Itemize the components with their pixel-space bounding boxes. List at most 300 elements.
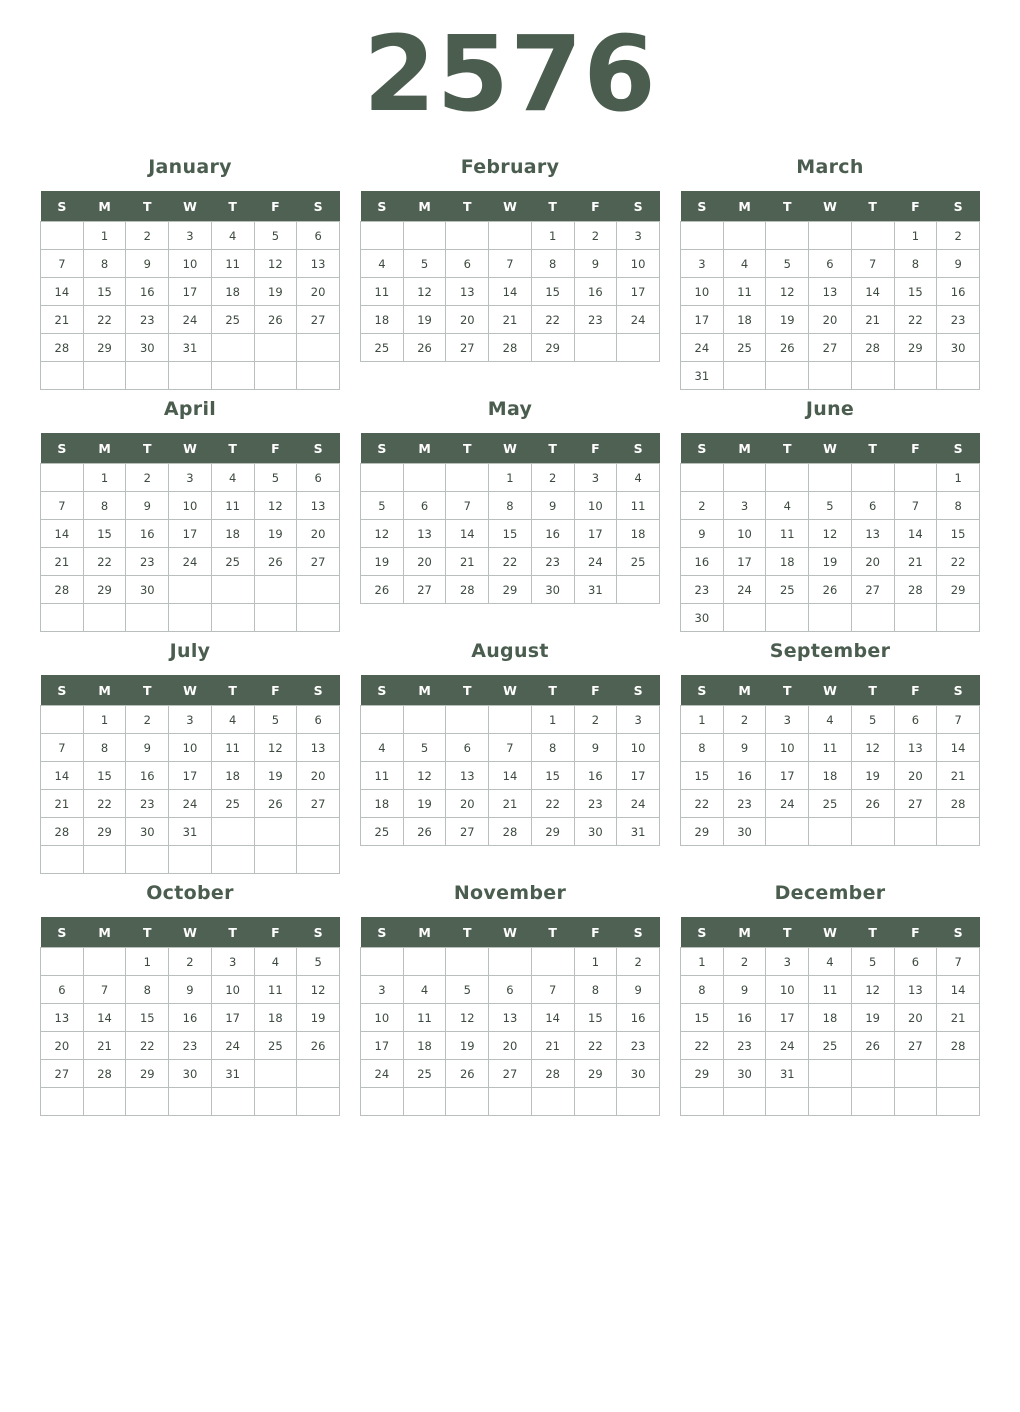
day-cell[interactable]: 25 (211, 790, 254, 818)
day-cell[interactable]: 19 (403, 306, 446, 334)
day-cell[interactable]: 10 (681, 278, 724, 306)
day-cell[interactable]: 25 (809, 790, 852, 818)
day-cell[interactable]: 4 (361, 734, 404, 762)
day-cell[interactable]: 4 (766, 492, 809, 520)
day-cell[interactable]: 19 (809, 548, 852, 576)
day-cell[interactable]: 20 (403, 548, 446, 576)
day-cell[interactable]: 19 (361, 548, 404, 576)
day-cell[interactable]: 27 (894, 790, 937, 818)
day-cell[interactable]: 3 (169, 706, 212, 734)
day-cell[interactable]: 23 (574, 306, 617, 334)
day-cell[interactable]: 4 (617, 464, 660, 492)
day-cell[interactable]: 21 (41, 790, 84, 818)
day-cell[interactable]: 10 (169, 734, 212, 762)
day-cell[interactable]: 26 (851, 790, 894, 818)
day-cell[interactable]: 9 (574, 250, 617, 278)
day-cell[interactable]: 26 (809, 576, 852, 604)
day-cell[interactable]: 23 (574, 790, 617, 818)
day-cell[interactable]: 11 (361, 278, 404, 306)
day-cell[interactable]: 7 (41, 492, 84, 520)
day-cell[interactable]: 13 (446, 762, 489, 790)
day-cell[interactable]: 15 (489, 520, 532, 548)
day-cell[interactable]: 19 (851, 762, 894, 790)
day-cell[interactable]: 30 (169, 1060, 212, 1088)
day-cell[interactable]: 12 (361, 520, 404, 548)
day-cell[interactable]: 7 (489, 250, 532, 278)
day-cell[interactable]: 10 (169, 250, 212, 278)
day-cell[interactable]: 16 (126, 278, 169, 306)
day-cell[interactable]: 31 (574, 576, 617, 604)
day-cell[interactable]: 7 (41, 250, 84, 278)
day-cell[interactable]: 3 (361, 976, 404, 1004)
day-cell[interactable]: 4 (211, 706, 254, 734)
day-cell[interactable]: 19 (403, 790, 446, 818)
day-cell[interactable]: 26 (403, 818, 446, 846)
day-cell[interactable]: 2 (681, 492, 724, 520)
day-cell[interactable]: 28 (83, 1060, 126, 1088)
day-cell[interactable]: 8 (489, 492, 532, 520)
day-cell[interactable]: 11 (403, 1004, 446, 1032)
day-cell[interactable]: 15 (531, 762, 574, 790)
day-cell[interactable]: 14 (851, 278, 894, 306)
day-cell[interactable]: 14 (937, 734, 980, 762)
day-cell[interactable]: 28 (446, 576, 489, 604)
day-cell[interactable]: 23 (723, 1032, 766, 1060)
day-cell[interactable]: 17 (169, 762, 212, 790)
day-cell[interactable]: 30 (126, 576, 169, 604)
day-cell[interactable]: 28 (489, 334, 532, 362)
day-cell[interactable]: 31 (169, 818, 212, 846)
day-cell[interactable]: 12 (254, 492, 297, 520)
day-cell[interactable]: 17 (723, 548, 766, 576)
day-cell[interactable]: 16 (723, 1004, 766, 1032)
day-cell[interactable]: 4 (403, 976, 446, 1004)
day-cell[interactable]: 2 (723, 706, 766, 734)
day-cell[interactable]: 31 (169, 334, 212, 362)
day-cell[interactable]: 3 (681, 250, 724, 278)
day-cell[interactable]: 27 (297, 790, 340, 818)
day-cell[interactable]: 19 (766, 306, 809, 334)
day-cell[interactable]: 6 (851, 492, 894, 520)
day-cell[interactable]: 23 (169, 1032, 212, 1060)
day-cell[interactable]: 21 (937, 762, 980, 790)
day-cell[interactable]: 25 (361, 334, 404, 362)
day-cell[interactable]: 27 (446, 818, 489, 846)
day-cell[interactable]: 3 (617, 222, 660, 250)
day-cell[interactable]: 17 (766, 1004, 809, 1032)
day-cell[interactable]: 22 (83, 790, 126, 818)
day-cell[interactable]: 22 (574, 1032, 617, 1060)
day-cell[interactable]: 18 (361, 306, 404, 334)
day-cell[interactable]: 18 (617, 520, 660, 548)
day-cell[interactable]: 17 (574, 520, 617, 548)
day-cell[interactable]: 29 (681, 818, 724, 846)
day-cell[interactable]: 16 (937, 278, 980, 306)
day-cell[interactable]: 24 (211, 1032, 254, 1060)
day-cell[interactable]: 27 (446, 334, 489, 362)
day-cell[interactable]: 18 (809, 762, 852, 790)
day-cell[interactable]: 9 (574, 734, 617, 762)
day-cell[interactable]: 16 (169, 1004, 212, 1032)
day-cell[interactable]: 18 (211, 520, 254, 548)
day-cell[interactable]: 10 (723, 520, 766, 548)
day-cell[interactable]: 15 (531, 278, 574, 306)
day-cell[interactable]: 2 (937, 222, 980, 250)
day-cell[interactable]: 6 (894, 948, 937, 976)
day-cell[interactable]: 29 (126, 1060, 169, 1088)
day-cell[interactable]: 26 (254, 790, 297, 818)
day-cell[interactable]: 11 (211, 734, 254, 762)
day-cell[interactable]: 25 (211, 548, 254, 576)
day-cell[interactable]: 11 (809, 734, 852, 762)
day-cell[interactable]: 21 (894, 548, 937, 576)
day-cell[interactable]: 29 (489, 576, 532, 604)
day-cell[interactable]: 30 (617, 1060, 660, 1088)
day-cell[interactable]: 5 (809, 492, 852, 520)
day-cell[interactable]: 11 (361, 762, 404, 790)
day-cell[interactable]: 23 (126, 548, 169, 576)
day-cell[interactable]: 24 (766, 1032, 809, 1060)
day-cell[interactable]: 5 (254, 706, 297, 734)
day-cell[interactable]: 2 (531, 464, 574, 492)
day-cell[interactable]: 22 (894, 306, 937, 334)
day-cell[interactable]: 19 (254, 520, 297, 548)
day-cell[interactable]: 7 (41, 734, 84, 762)
day-cell[interactable]: 12 (851, 976, 894, 1004)
day-cell[interactable]: 24 (617, 790, 660, 818)
day-cell[interactable]: 9 (169, 976, 212, 1004)
day-cell[interactable]: 29 (83, 818, 126, 846)
day-cell[interactable]: 20 (297, 278, 340, 306)
day-cell[interactable]: 9 (126, 250, 169, 278)
day-cell[interactable]: 20 (297, 762, 340, 790)
day-cell[interactable]: 13 (894, 734, 937, 762)
day-cell[interactable]: 24 (169, 548, 212, 576)
day-cell[interactable]: 25 (723, 334, 766, 362)
day-cell[interactable]: 25 (254, 1032, 297, 1060)
day-cell[interactable]: 16 (574, 762, 617, 790)
day-cell[interactable]: 13 (403, 520, 446, 548)
day-cell[interactable]: 30 (937, 334, 980, 362)
day-cell[interactable]: 28 (531, 1060, 574, 1088)
day-cell[interactable]: 13 (809, 278, 852, 306)
day-cell[interactable]: 18 (723, 306, 766, 334)
day-cell[interactable]: 16 (531, 520, 574, 548)
day-cell[interactable]: 18 (403, 1032, 446, 1060)
day-cell[interactable]: 14 (446, 520, 489, 548)
day-cell[interactable]: 22 (126, 1032, 169, 1060)
day-cell[interactable]: 1 (83, 706, 126, 734)
day-cell[interactable]: 12 (851, 734, 894, 762)
day-cell[interactable]: 15 (126, 1004, 169, 1032)
day-cell[interactable]: 18 (211, 278, 254, 306)
day-cell[interactable]: 9 (723, 976, 766, 1004)
day-cell[interactable]: 30 (126, 334, 169, 362)
day-cell[interactable]: 19 (446, 1032, 489, 1060)
day-cell[interactable]: 29 (937, 576, 980, 604)
day-cell[interactable]: 28 (41, 818, 84, 846)
day-cell[interactable]: 6 (446, 734, 489, 762)
day-cell[interactable]: 10 (574, 492, 617, 520)
day-cell[interactable]: 12 (297, 976, 340, 1004)
day-cell[interactable]: 2 (574, 706, 617, 734)
day-cell[interactable]: 8 (83, 492, 126, 520)
day-cell[interactable]: 29 (531, 818, 574, 846)
day-cell[interactable]: 26 (766, 334, 809, 362)
day-cell[interactable]: 2 (126, 706, 169, 734)
day-cell[interactable]: 2 (574, 222, 617, 250)
day-cell[interactable]: 6 (894, 706, 937, 734)
day-cell[interactable]: 17 (681, 306, 724, 334)
day-cell[interactable]: 22 (83, 548, 126, 576)
day-cell[interactable]: 19 (851, 1004, 894, 1032)
day-cell[interactable]: 16 (681, 548, 724, 576)
day-cell[interactable]: 24 (766, 790, 809, 818)
day-cell[interactable]: 8 (531, 734, 574, 762)
day-cell[interactable]: 26 (361, 576, 404, 604)
day-cell[interactable]: 24 (681, 334, 724, 362)
day-cell[interactable]: 14 (41, 762, 84, 790)
day-cell[interactable]: 22 (681, 790, 724, 818)
day-cell[interactable]: 26 (851, 1032, 894, 1060)
day-cell[interactable]: 6 (297, 706, 340, 734)
day-cell[interactable]: 10 (169, 492, 212, 520)
day-cell[interactable]: 29 (83, 334, 126, 362)
day-cell[interactable]: 8 (937, 492, 980, 520)
day-cell[interactable]: 8 (894, 250, 937, 278)
day-cell[interactable]: 17 (169, 278, 212, 306)
day-cell[interactable]: 13 (297, 492, 340, 520)
day-cell[interactable]: 30 (531, 576, 574, 604)
day-cell[interactable]: 15 (83, 278, 126, 306)
day-cell[interactable]: 30 (723, 1060, 766, 1088)
day-cell[interactable]: 2 (169, 948, 212, 976)
day-cell[interactable]: 25 (809, 1032, 852, 1060)
day-cell[interactable]: 9 (937, 250, 980, 278)
day-cell[interactable]: 18 (361, 790, 404, 818)
day-cell[interactable]: 12 (254, 734, 297, 762)
day-cell[interactable]: 24 (574, 548, 617, 576)
day-cell[interactable]: 14 (489, 278, 532, 306)
day-cell[interactable]: 29 (574, 1060, 617, 1088)
day-cell[interactable]: 7 (937, 706, 980, 734)
day-cell[interactable]: 29 (894, 334, 937, 362)
day-cell[interactable]: 5 (403, 734, 446, 762)
day-cell[interactable]: 7 (489, 734, 532, 762)
day-cell[interactable]: 4 (254, 948, 297, 976)
day-cell[interactable]: 14 (894, 520, 937, 548)
day-cell[interactable]: 25 (766, 576, 809, 604)
day-cell[interactable]: 28 (41, 576, 84, 604)
day-cell[interactable]: 30 (681, 604, 724, 632)
day-cell[interactable]: 10 (617, 250, 660, 278)
day-cell[interactable]: 21 (937, 1004, 980, 1032)
day-cell[interactable]: 12 (766, 278, 809, 306)
day-cell[interactable]: 21 (531, 1032, 574, 1060)
day-cell[interactable]: 30 (126, 818, 169, 846)
day-cell[interactable]: 12 (403, 278, 446, 306)
day-cell[interactable]: 1 (531, 222, 574, 250)
day-cell[interactable]: 9 (531, 492, 574, 520)
day-cell[interactable]: 17 (617, 278, 660, 306)
day-cell[interactable]: 10 (766, 734, 809, 762)
day-cell[interactable]: 28 (937, 790, 980, 818)
day-cell[interactable]: 4 (723, 250, 766, 278)
day-cell[interactable]: 28 (937, 1032, 980, 1060)
day-cell[interactable]: 20 (446, 306, 489, 334)
day-cell[interactable]: 13 (41, 1004, 84, 1032)
day-cell[interactable]: 17 (766, 762, 809, 790)
day-cell[interactable]: 5 (361, 492, 404, 520)
day-cell[interactable]: 20 (446, 790, 489, 818)
day-cell[interactable]: 24 (723, 576, 766, 604)
day-cell[interactable]: 5 (297, 948, 340, 976)
day-cell[interactable]: 18 (254, 1004, 297, 1032)
day-cell[interactable]: 21 (41, 548, 84, 576)
day-cell[interactable]: 23 (126, 306, 169, 334)
day-cell[interactable]: 21 (489, 790, 532, 818)
day-cell[interactable]: 12 (809, 520, 852, 548)
day-cell[interactable]: 24 (617, 306, 660, 334)
day-cell[interactable]: 24 (169, 306, 212, 334)
day-cell[interactable]: 11 (211, 250, 254, 278)
day-cell[interactable]: 13 (851, 520, 894, 548)
day-cell[interactable]: 23 (937, 306, 980, 334)
day-cell[interactable]: 18 (809, 1004, 852, 1032)
day-cell[interactable]: 27 (851, 576, 894, 604)
day-cell[interactable]: 4 (211, 464, 254, 492)
day-cell[interactable]: 27 (41, 1060, 84, 1088)
day-cell[interactable]: 9 (617, 976, 660, 1004)
day-cell[interactable]: 19 (297, 1004, 340, 1032)
day-cell[interactable]: 21 (489, 306, 532, 334)
day-cell[interactable]: 16 (126, 762, 169, 790)
day-cell[interactable]: 14 (937, 976, 980, 1004)
day-cell[interactable]: 17 (211, 1004, 254, 1032)
day-cell[interactable]: 29 (531, 334, 574, 362)
day-cell[interactable]: 16 (723, 762, 766, 790)
day-cell[interactable]: 14 (41, 520, 84, 548)
day-cell[interactable]: 20 (41, 1032, 84, 1060)
day-cell[interactable]: 12 (446, 1004, 489, 1032)
day-cell[interactable]: 8 (531, 250, 574, 278)
day-cell[interactable]: 3 (617, 706, 660, 734)
day-cell[interactable]: 1 (681, 706, 724, 734)
day-cell[interactable]: 10 (617, 734, 660, 762)
day-cell[interactable]: 3 (169, 222, 212, 250)
day-cell[interactable]: 20 (489, 1032, 532, 1060)
day-cell[interactable]: 18 (211, 762, 254, 790)
day-cell[interactable]: 5 (851, 948, 894, 976)
day-cell[interactable]: 31 (681, 362, 724, 390)
day-cell[interactable]: 13 (297, 734, 340, 762)
day-cell[interactable]: 23 (126, 790, 169, 818)
day-cell[interactable]: 20 (809, 306, 852, 334)
day-cell[interactable]: 20 (894, 1004, 937, 1032)
day-cell[interactable]: 22 (489, 548, 532, 576)
day-cell[interactable]: 12 (403, 762, 446, 790)
day-cell[interactable]: 26 (297, 1032, 340, 1060)
day-cell[interactable]: 13 (297, 250, 340, 278)
day-cell[interactable]: 1 (83, 464, 126, 492)
day-cell[interactable]: 15 (83, 520, 126, 548)
day-cell[interactable]: 5 (766, 250, 809, 278)
day-cell[interactable]: 17 (617, 762, 660, 790)
day-cell[interactable]: 4 (211, 222, 254, 250)
day-cell[interactable]: 28 (489, 818, 532, 846)
day-cell[interactable]: 27 (809, 334, 852, 362)
day-cell[interactable]: 6 (41, 976, 84, 1004)
day-cell[interactable]: 4 (809, 948, 852, 976)
day-cell[interactable]: 8 (83, 734, 126, 762)
day-cell[interactable]: 21 (41, 306, 84, 334)
day-cell[interactable]: 7 (894, 492, 937, 520)
day-cell[interactable]: 20 (297, 520, 340, 548)
day-cell[interactable]: 1 (937, 464, 980, 492)
day-cell[interactable]: 20 (894, 762, 937, 790)
day-cell[interactable]: 1 (83, 222, 126, 250)
day-cell[interactable]: 2 (126, 222, 169, 250)
day-cell[interactable]: 25 (617, 548, 660, 576)
day-cell[interactable]: 5 (254, 222, 297, 250)
day-cell[interactable]: 27 (489, 1060, 532, 1088)
day-cell[interactable]: 22 (531, 306, 574, 334)
day-cell[interactable]: 28 (894, 576, 937, 604)
day-cell[interactable]: 31 (617, 818, 660, 846)
day-cell[interactable]: 27 (297, 548, 340, 576)
day-cell[interactable]: 3 (211, 948, 254, 976)
day-cell[interactable]: 15 (574, 1004, 617, 1032)
day-cell[interactable]: 26 (446, 1060, 489, 1088)
day-cell[interactable]: 31 (211, 1060, 254, 1088)
day-cell[interactable]: 21 (851, 306, 894, 334)
day-cell[interactable]: 2 (723, 948, 766, 976)
day-cell[interactable]: 23 (617, 1032, 660, 1060)
day-cell[interactable]: 10 (361, 1004, 404, 1032)
day-cell[interactable]: 15 (894, 278, 937, 306)
day-cell[interactable]: 28 (851, 334, 894, 362)
day-cell[interactable]: 22 (937, 548, 980, 576)
day-cell[interactable]: 22 (531, 790, 574, 818)
day-cell[interactable]: 12 (254, 250, 297, 278)
day-cell[interactable]: 26 (254, 306, 297, 334)
day-cell[interactable]: 7 (851, 250, 894, 278)
day-cell[interactable]: 10 (766, 976, 809, 1004)
day-cell[interactable]: 3 (574, 464, 617, 492)
day-cell[interactable]: 3 (766, 706, 809, 734)
day-cell[interactable]: 29 (681, 1060, 724, 1088)
day-cell[interactable]: 11 (254, 976, 297, 1004)
day-cell[interactable]: 2 (617, 948, 660, 976)
day-cell[interactable]: 1 (531, 706, 574, 734)
day-cell[interactable]: 7 (531, 976, 574, 1004)
day-cell[interactable]: 26 (254, 548, 297, 576)
day-cell[interactable]: 7 (83, 976, 126, 1004)
day-cell[interactable]: 11 (766, 520, 809, 548)
day-cell[interactable]: 9 (681, 520, 724, 548)
day-cell[interactable]: 17 (169, 520, 212, 548)
day-cell[interactable]: 1 (681, 948, 724, 976)
day-cell[interactable]: 7 (937, 948, 980, 976)
day-cell[interactable]: 8 (681, 734, 724, 762)
day-cell[interactable]: 15 (83, 762, 126, 790)
day-cell[interactable]: 13 (489, 1004, 532, 1032)
day-cell[interactable]: 16 (617, 1004, 660, 1032)
day-cell[interactable]: 8 (126, 976, 169, 1004)
day-cell[interactable]: 6 (297, 464, 340, 492)
day-cell[interactable]: 23 (681, 576, 724, 604)
day-cell[interactable]: 14 (531, 1004, 574, 1032)
